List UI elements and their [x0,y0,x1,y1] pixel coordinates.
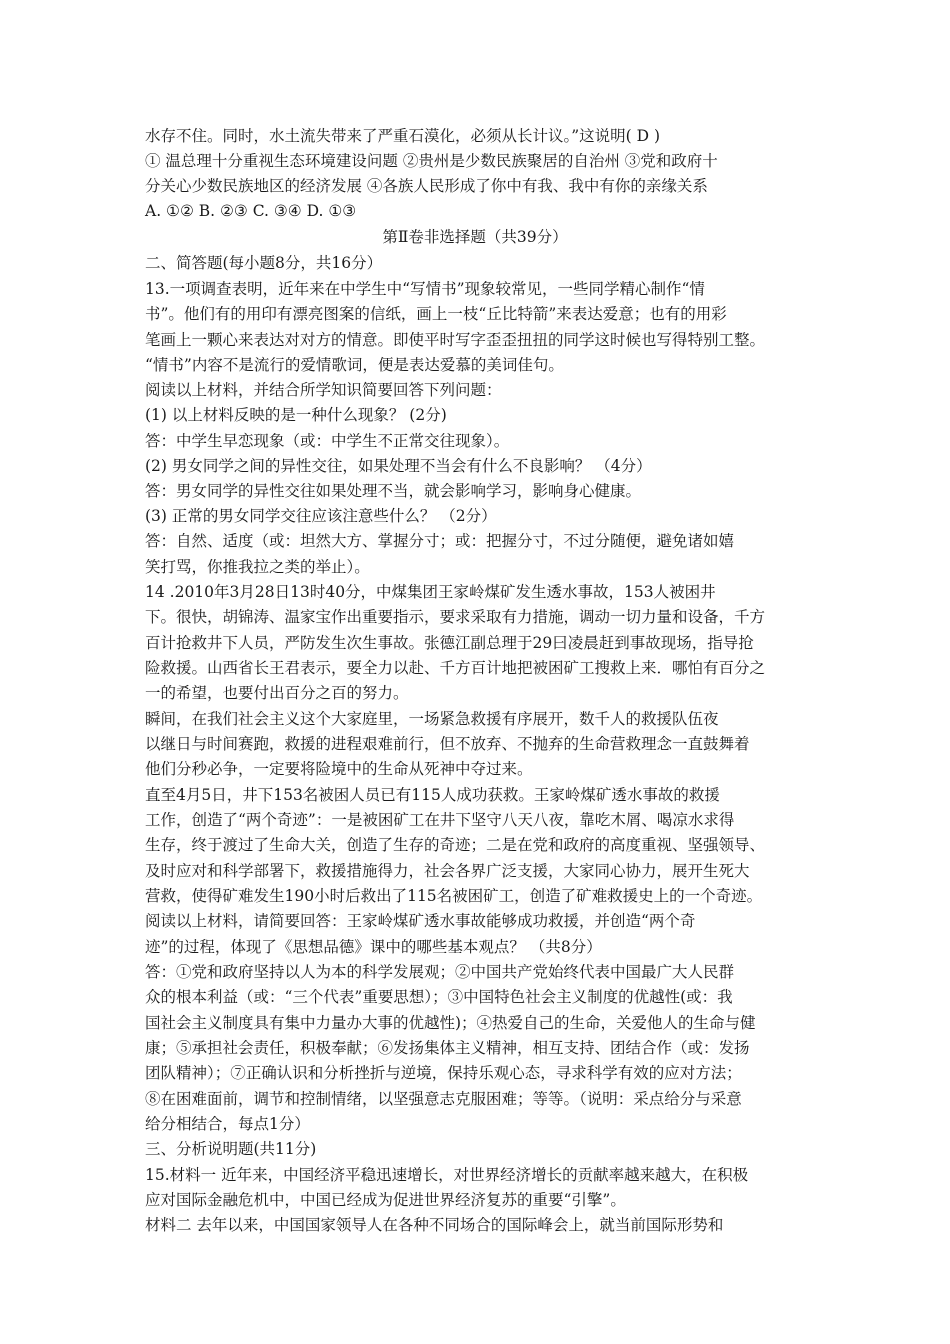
question-text: 阅读以上材料，请简要回答：王家岭煤矿透水事故能够成功救援，并创造“两个奇 [145,912,696,930]
question-text: 他们分秒必争，一定要将险境中的生命从死神中夺过来。 [145,760,533,778]
question-text: 一的希望，也要付出百分之百的努力。 [145,684,409,702]
sub-question: (1) 以上材料反映的是一种什么现象？ (2分) [145,406,447,424]
options-line: A. ①② B. ②③ C. ③④ D. ①③ [145,202,357,220]
question-text: 下。很快，胡锦涛、温家宝作出重要指示，要求采取有力措施，调动一切力量和设备，千方 [145,608,766,626]
question-text: 生存，终于渡过了生命大关，创造了生存的奇迹；二是在党和政府的高度重视、坚强领导、 [145,836,766,854]
question-text: 15.材料一 近年来，中国经济平稳迅速增长，对世界经济增长的贡献率越来越大，在积极 [145,1166,749,1184]
question-text: 百计抢救井下人员，严防发生次生事故。张德江副总理于29曰凌晨赶到事故现场，指导抢 [145,634,754,652]
question-text: 直至4月5日，井下153名被困人员已有115人成功获救。王家岭煤矿透水事故的救援 [145,786,720,804]
answer-text: 笑打骂，你推我拉之类的举止）。 [145,558,370,576]
answer-text: ⑧在困难面前，调节和控制情绪，以坚强意志克服困难；等等。（说明：采点给分与采意 [145,1090,742,1108]
sub-question: (2) 男女同学之间的异性交往，如果处理不当会有什么不良影响？ （4分） [145,457,652,475]
question-text: 瞬间，在我们社会主义这个大家庭里，一场紧急救援有序展开，数千人的救援队伍夜 [145,710,719,728]
answer-text: 国社会主义制度具有集中力量办大事的优越性)；④热爱自己的生命，关爱他人的生命与健 [145,1014,756,1032]
question-text: 营救，使得矿难发生190小时后救出了115名被困矿工，创造了矿难救援史上的一个奇迹。 [145,887,763,905]
answer-text: 答：①党和政府坚持以人为本的科学发展观；②中国共产党始终代表中国最广大人民群 [145,963,735,981]
question-text: 材料二 去年以来，中国国家领导人在各种不同场合的国际峰会上，就当前国际形势和 [145,1216,724,1234]
question-text: 及时应对和科学部署下，救援措施得力，社会各界广泛支援，大家同心协力，展开生死大 [145,862,750,880]
question-text: 以继日与时间赛跑，救援的进程艰难前行，但不放弃、不抛弃的生命营救理念一直鼓舞着 [145,735,750,753]
question-text: “情书”内容不是流行的爱情歌词，便是表达爱慕的美词佳句。 [145,356,564,374]
section-heading: 二、简答题(每小题8分，共16分） [145,254,383,272]
question-text: 工作，创造了“两个奇迹”：一是被困矿工在井下坚守八天八夜，靠吃木屑、喝凉水求得 [145,811,735,829]
answer-text: 答：自然、适度（或：坦然大方、掌握分寸；或：把握分寸，不过分随便，避免诸如嬉 [145,532,735,550]
question-text: 险救援。山西省长王君表示，要全力以赴、千方百计地把被困矿工搜救上来．哪怕有百分之 [145,659,766,677]
sub-question: (3) 正常的男女同学交往应该注意些什么？ （2分） [145,507,497,525]
question-text: 笔画上一颗心来表达对对方的情意。即使平时写字歪歪扭扭的同学这时候也写得特别工整。 [145,331,766,349]
instruction-text: 阅读以上材料，并结合所学知识简要回答下列问题： [145,381,502,399]
question-text: 13.一项调查表明，近年来在中学生中“写情书”现象较常见，一些同学精心制作“情 [145,280,705,298]
question-text: 迹”的过程，体现了《思想品德》课中的哪些基本观点？ （共8分） [145,938,602,956]
answer-text: 众的根本利益（或：“三个代表”重要思想）；③中国特色社会主义制度的优越性(或：我 [145,988,733,1006]
text-line: 分关心少数民族地区的经济发展 ④各族人民形成了你中有我、我中有你的亲缘关系 [145,177,708,195]
answer-text: 给分相结合，每点1分） [145,1115,310,1133]
answer-text: 答：中学生早恋现象（或：中学生不正常交往现象）。 [145,432,510,450]
answer-text: 团队精神）；⑦正确认识和分析挫折与逆境，保持乐观心态，寻求科学有效的应对方法； [145,1064,742,1082]
answer-text: 答：男女同学的异性交往如果处理不当，就会影响学习，影响身心健康。 [145,482,642,500]
answer-text: 康；⑤承担社会责任，积极奉献；⑥发扬集体主义精神，相互支持、团结合作（或：发扬 [145,1039,750,1057]
section-heading: 三、分析说明题(共11分) [145,1140,317,1158]
section-title: 第Ⅱ卷非选择题（共39分） [382,228,568,246]
question-text: 应对国际金融危机中，中国已经成为促进世界经济复苏的重要“引擎”。 [145,1191,626,1209]
question-text: 书”。他们有的用印有漂亮图案的信纸，画上一枝“丘比特箭”来表达爱意；也有的用彩 [145,305,727,323]
text-line: ① 温总理十分重视生态环境建设问题 ②贵州是少数民族聚居的自治州 ③党和政府十 [145,152,718,170]
question-text: 14 .2010年3月28日13时40分，中煤集团王家岭煤矿发生透水事故，153人被困井 [145,583,716,601]
text-line: 水存不住。同时，水土流失带来了严重石漠化，必须从长计议。”这说明( D ) [145,127,661,145]
